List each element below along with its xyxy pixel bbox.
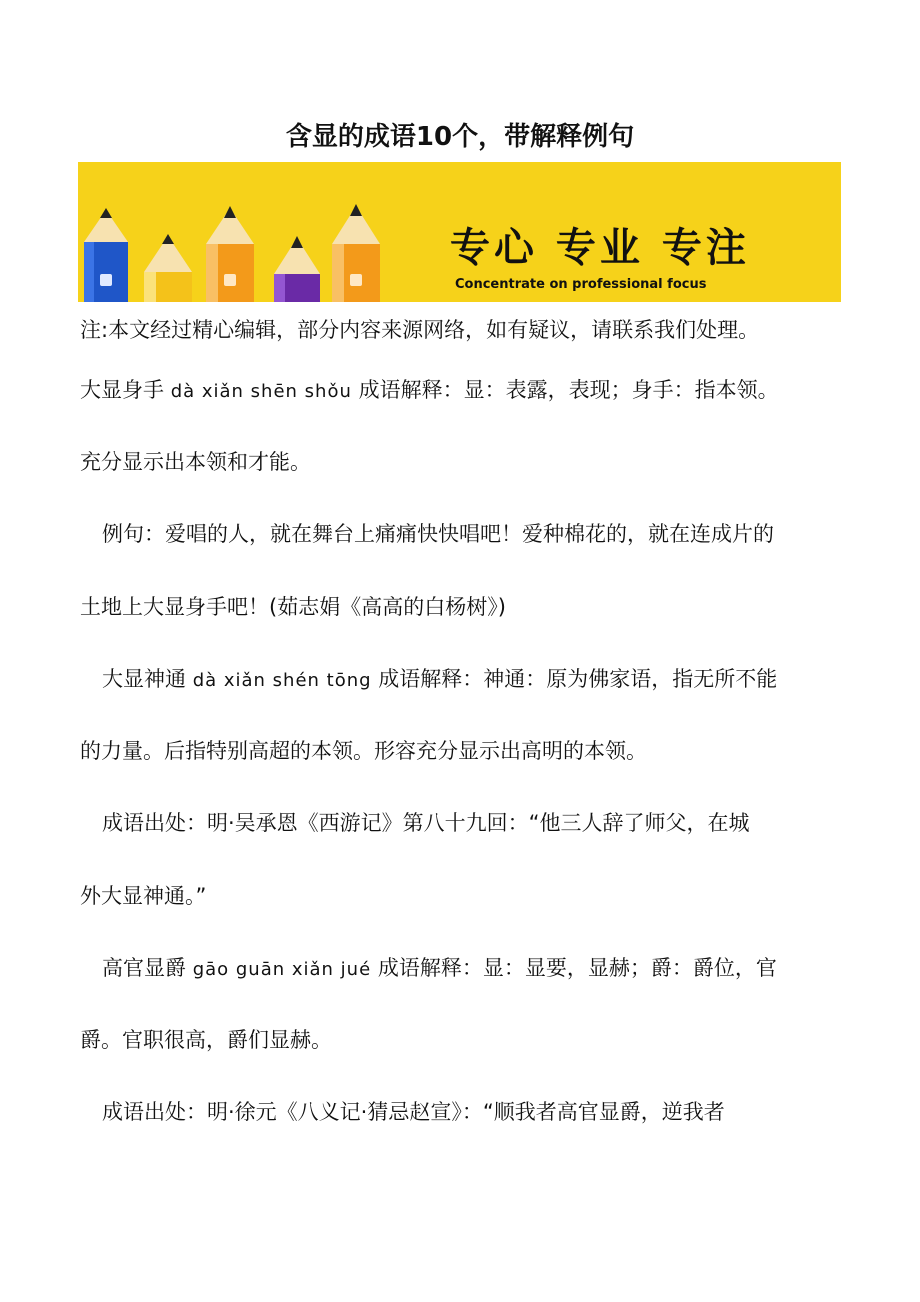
- idiom-entry-line: [80, 378, 842, 404]
- banner-slogan-en: Concentrate on professional focus: [455, 277, 707, 292]
- body-line: 土地上大显身手吧！(茹志娟《高高的白杨树》): [80, 595, 506, 619]
- example-line: 例句：爱唱的人，就在舞台上痛痛快快唱吧！爱种棉花的，就在连成片的: [102, 522, 774, 546]
- idiom-word: 大显神通: [102, 667, 186, 691]
- body-line: 的力量。后指特别高超的本领。形容充分显示出高明的本领。: [80, 739, 647, 763]
- orange-pencil-icon: [206, 206, 254, 302]
- purple-pencil-icon: [274, 236, 320, 302]
- body-line: 充分显示出本领和才能。: [80, 450, 311, 474]
- source-line: 成语出处：明·徐元《八义记·猜忌赵宣》：“顺我者高官显爵，逆我者: [102, 1100, 725, 1124]
- idiom-word: 高官显爵: [102, 956, 186, 980]
- idiom-definition: 成语解释：显：显要，显赫；爵：爵位，官: [377, 956, 777, 980]
- idiom-entry-line: [80, 667, 864, 693]
- body-line: 爵。官职很高，爵们显赫。: [80, 1028, 332, 1052]
- body-line: 外大显神通。”: [80, 884, 207, 908]
- idiom-word: 大显身手: [80, 378, 164, 402]
- source-line: 成语出处：明·吴承恩《西游记》第八十九回：“他三人辞了师父，在城: [102, 811, 750, 835]
- idiom-pinyin: gāo guān xiǎn jué: [192, 959, 372, 980]
- orange-pencil-2-icon: [332, 204, 380, 302]
- idiom-definition: 成语解释：显：表露，表现；身手：指本领。: [358, 378, 779, 402]
- banner-slogan-cn: 专心 专业 专注: [450, 225, 750, 271]
- idiom-pinyin: dà xiǎn shén tōng: [192, 670, 372, 691]
- blue-pencil-icon: [84, 208, 128, 302]
- note-line: 注:本文经过精心编辑，部分内容来源网络，如有疑议，请联系我们处理。: [80, 318, 760, 342]
- idiom-definition: 成语解释：神通：原为佛家语，指无所不能: [378, 667, 778, 691]
- banner-image: [78, 162, 841, 302]
- yellow-pencil-icon: [144, 234, 192, 302]
- idiom-pinyin: dà xiǎn shēn shǒu: [170, 381, 352, 402]
- document-title: 含显的成语10个，带解释例句: [285, 122, 635, 152]
- idiom-entry-line: [80, 956, 864, 982]
